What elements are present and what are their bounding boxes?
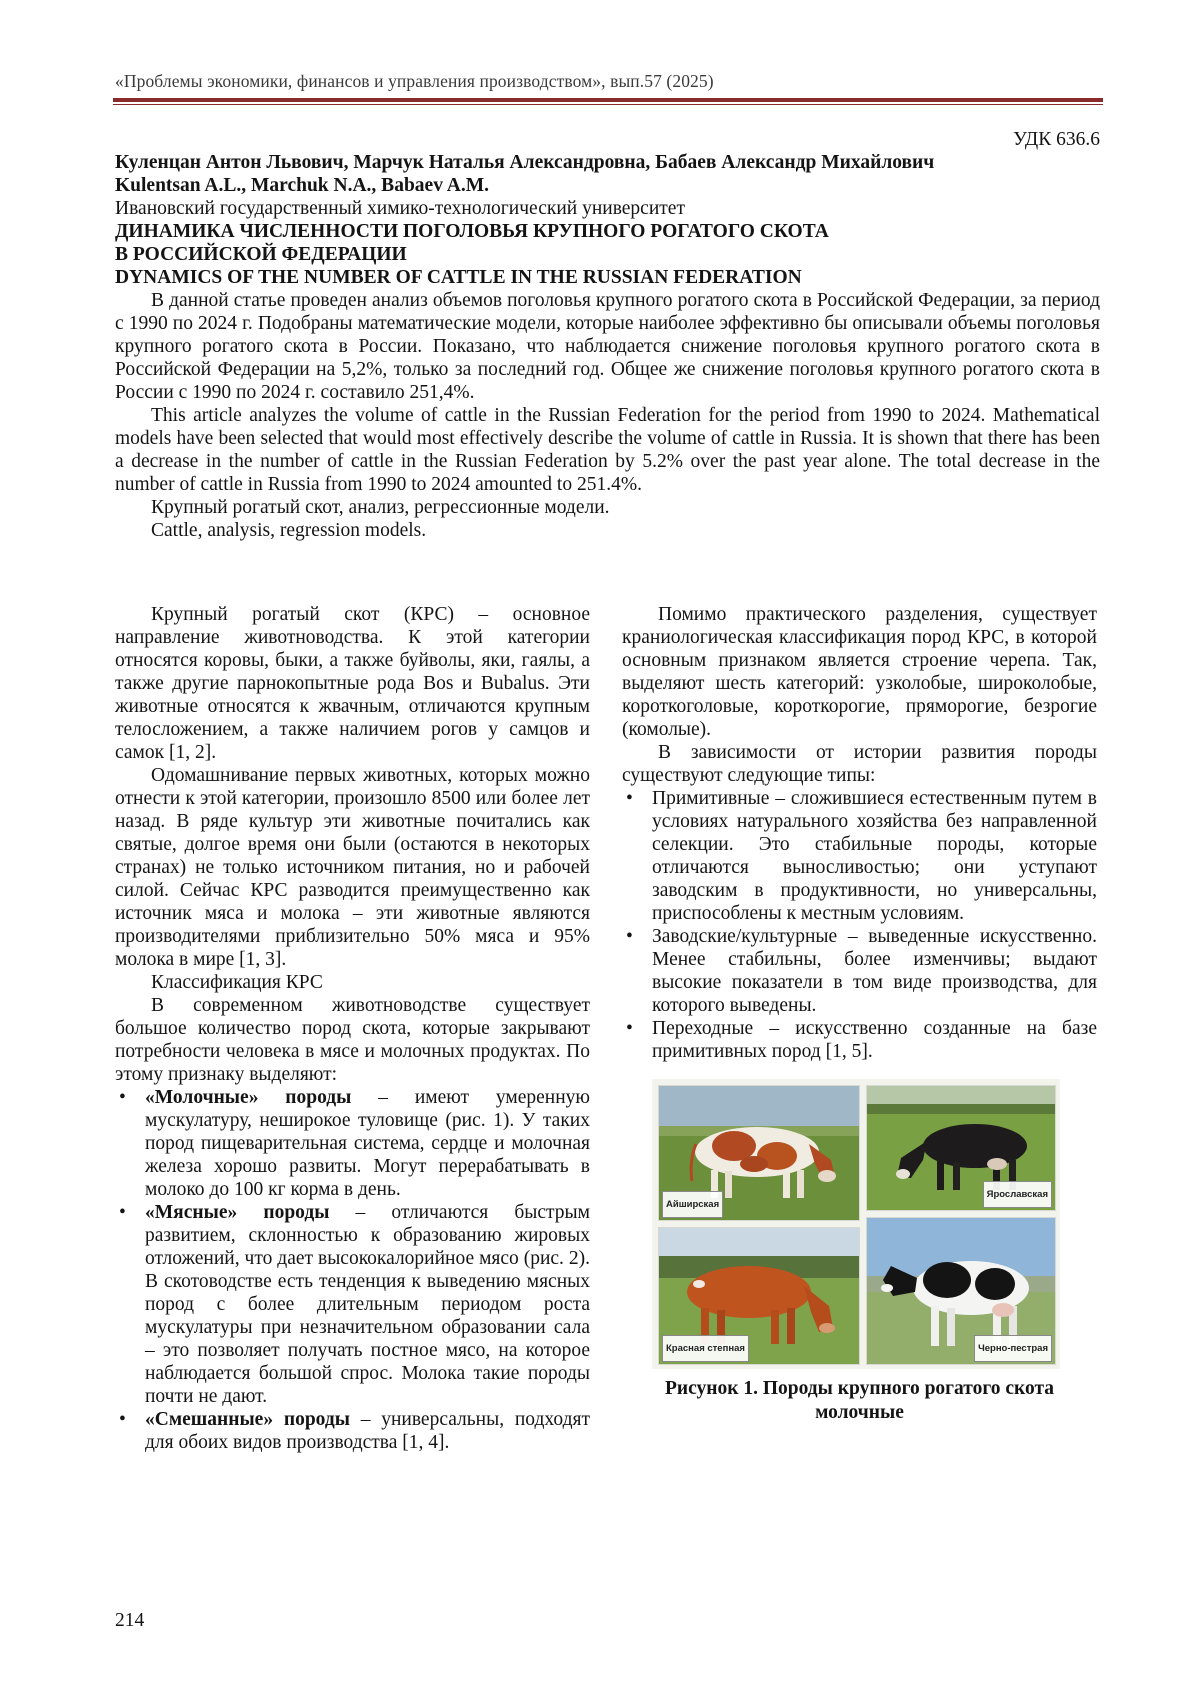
list-item-text: – отличаются быстрым развитием, склонностью к образованию жировых отложений, что дает высококалорийное мясо (рис. 2). В скотоводстве есть тенденция к выведению мясных пород с более длительным периодом роста мускулатуры при незначительном образовании сала – это позволяет получать постное мясо, на которое наблюдается большой спрос. Молока такие породы почти не дают. bbox=[145, 1202, 591, 1407]
section-subheading: Классификация КРС bbox=[151, 972, 323, 993]
list-item-text: Примитивные – сложившиеся естественным путем в условиях натурального хозяйства без направленной селекции. Это стабильные породы, которые отличаются выносливостью; они уступают заводским в продуктивности, но универсальны, приспособлены к местным условиям. bbox=[652, 788, 1097, 924]
list-item-term: «Мясные» породы bbox=[145, 1202, 330, 1223]
authors-en: Kulentsan A.L., Marchuk N.A., Babaev A.M. bbox=[115, 175, 489, 196]
breed-history-list bbox=[622, 787, 1097, 1063]
list-item-factory bbox=[622, 925, 1097, 1017]
list-item-dairy bbox=[115, 1086, 590, 1201]
keywords-en: Cattle, analysis, regression models. bbox=[151, 520, 427, 541]
breed-purpose-list bbox=[115, 1086, 590, 1454]
list-item-text: Переходные – искусственно созданные на базе примитивных пород [1, 5]. bbox=[652, 1018, 1097, 1062]
title-ru-line1: ДИНАМИКА ЧИСЛЕННОСТИ ПОГОЛОВЬЯ КРУПНОГО РОГАТОГО СКОТА bbox=[115, 221, 829, 242]
photo-yaroslavl bbox=[866, 1085, 1056, 1211]
title-ru-line2: В РОССИЙСКОЙ ФЕДЕРАЦИИ bbox=[115, 244, 407, 265]
photo-label: Черно-пестрая bbox=[974, 1335, 1052, 1362]
header-rule-thick bbox=[113, 98, 1103, 102]
bullet-icon: • bbox=[119, 1087, 126, 1108]
list-item-meat bbox=[115, 1201, 590, 1408]
photo-black-pied bbox=[866, 1217, 1056, 1365]
figure-caption-line2: молочные bbox=[815, 1402, 904, 1423]
list-item-term: «Смешанные» породы bbox=[145, 1409, 350, 1430]
photo-label: Ярославская bbox=[983, 1181, 1052, 1208]
figure-caption-line1: Рисунок 1. Породы крупного рогатого скота bbox=[664, 1378, 1055, 1399]
list-item-text: Заводские/культурные – выведенные искусственно. Менее стабильны, более изменчивы; выдают высокие показатели в том виде производства, для которого выведены. bbox=[652, 926, 1097, 1016]
photo-red-steppe bbox=[658, 1227, 860, 1365]
photo-label: Айширская bbox=[662, 1191, 723, 1218]
keywords-ru: Крупный рогатый скот, анализ, регрессионные модели. bbox=[151, 497, 610, 518]
left-column bbox=[115, 603, 590, 1454]
front-matter bbox=[115, 128, 1100, 542]
right-paragraph-2: В зависимости от истории развития породы существуют следующие типы: bbox=[622, 742, 1097, 786]
bullet-icon: • bbox=[626, 926, 633, 947]
left-paragraph-2: Одомашнивание первых животных, которых можно отнести к этой категории, произошло 8500 или более лет назад. В ряде культур эти животные почитались как святые, долгое время они были (остаются в некоторых странах) не только источником питания, но и рабочей силой. Сейчас КРС разводится преимущественно как источник мяса и молока – эти животные являются производителями приблизительно 50% мяса и 95% молока в мире [1, 3]. bbox=[115, 765, 590, 970]
abstract-ru: В данной статье проведен анализ объемов поголовья крупного рогатого скота в Российской Федерации, за период с 1990 по 2024 г. Подобраны математические модели, которые наиболее эффективно бы описывали объемы поголовья крупного рогатого скота в России. Показано, что наблюдается снижение поголовья крупного рогатого скота в Российской Федерации на 5,2%, только за последний год. Общее же снижение поголовья крупного рогатого скота в России с 1990 по 2024 г. составило 251,4%. bbox=[115, 290, 1100, 403]
abstract-en: This article analyzes the volume of cattle in the Russian Federation for the period from 1990 to 2024. Mathematical models have been selected that would most effectively describe the volume of cattle in Russia. It is shown that there has been a decrease in the number of cattle in the Russian Federation by 5.2% over the past year alone. The total decrease in the number of cattle in Russia from 1990 to 2024 amounted to 251.4%. bbox=[115, 405, 1100, 495]
list-item-text: – имеют умеренную мускулатуру, неширокое туловище (рис. 1). У таких пород пищеварительная система, сердце и молочная железа хорошо развиты. Могут перерабатывать в молоко до 100 кг корма в день. bbox=[145, 1087, 590, 1200]
figure-1 bbox=[622, 1079, 1097, 1425]
bullet-icon: • bbox=[626, 788, 633, 809]
page-number: 214 bbox=[115, 1610, 145, 1631]
title-en: DYNAMICS OF THE NUMBER OF CATTLE IN THE RUSSIAN FEDERATION bbox=[115, 267, 802, 288]
list-item-term: «Молочные» породы bbox=[145, 1087, 352, 1108]
right-column bbox=[622, 603, 1097, 1425]
right-paragraph-1: Помимо практического разделения, существует краниологическая классификация пород КРС, в которой основным признаком является строение черепа. Так, выделяют шесть категорий: узколобые, широколобые, короткоголовые, короткорогие, пряморогие, безрогие (комолые). bbox=[622, 604, 1097, 740]
abstracts bbox=[115, 289, 1100, 496]
header-rule-thin bbox=[113, 104, 1103, 105]
bullet-icon: • bbox=[626, 1018, 633, 1039]
list-item-transitional bbox=[622, 1017, 1097, 1063]
list-item-mixed bbox=[115, 1408, 590, 1454]
photo-ayrshire bbox=[658, 1085, 860, 1221]
cattle-photo-grid bbox=[652, 1079, 1060, 1369]
figure-caption bbox=[622, 1377, 1097, 1425]
running-header: «Проблемы экономики, финансов и управления производством», вып.57 (2025) bbox=[115, 71, 714, 91]
affiliation: Ивановский государственный химико-технологический университет bbox=[115, 198, 685, 219]
bullet-icon: • bbox=[119, 1202, 126, 1223]
udk-code: УДК 636.6 bbox=[1013, 129, 1100, 150]
left-paragraph-3: В современном животноводстве существует большое количество пород скота, которые закрывают потребности человека в мясе и молочных продуктах. По этому признаку выделяют: bbox=[115, 995, 590, 1085]
authors-ru: Куленцан Антон Львович, Марчук Наталья Александровна, Бабаев Александр Михайлович bbox=[115, 152, 935, 173]
list-item-text: – универсальны, подходят для обоих видов производства [1, 4]. bbox=[145, 1409, 590, 1453]
photo-label: Красная степная bbox=[662, 1335, 749, 1362]
bullet-icon: • bbox=[119, 1409, 126, 1430]
list-item-primitive bbox=[622, 787, 1097, 925]
left-paragraph-1: Крупный рогатый скот (КРС) – основное направление животноводства. К этой категории относятся коровы, быки, а также буйволы, яки, гаялы, а также другие парнокопытные рода Bos и Bubalus. Эти животные относятся к жвачным, отличаются крупным телосложением, а также наличием рогов у самцов и самок [1, 2]. bbox=[115, 604, 590, 763]
